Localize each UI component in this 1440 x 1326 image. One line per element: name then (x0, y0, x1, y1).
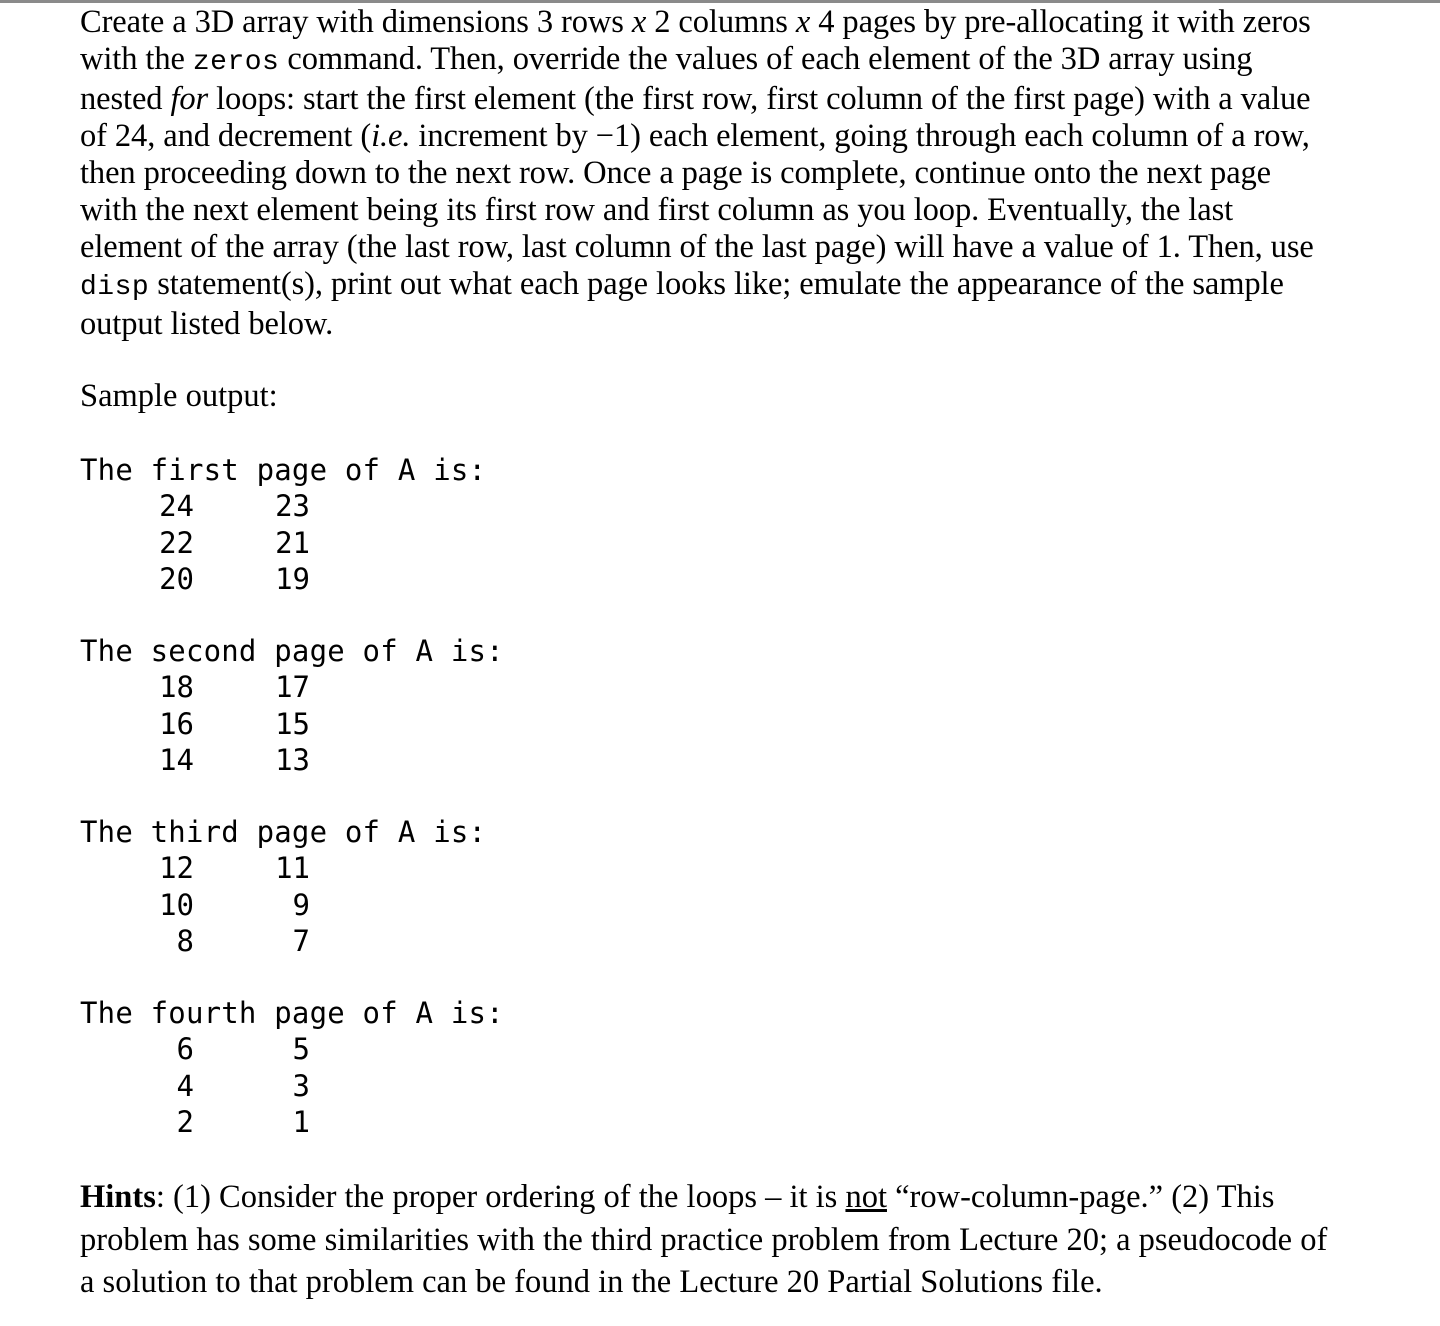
code-zeros: zeros (192, 47, 280, 78)
matrix-row (80, 1031, 504, 1068)
matrix-cell: 1 (292, 1105, 310, 1139)
matrix-cell: 2 (176, 1105, 194, 1139)
matrix-cell: 7 (292, 924, 310, 958)
matrix-row (80, 561, 486, 598)
matrix-cell: 8 (176, 924, 194, 958)
hints-line-1: Hints: (1) Consider the proper ordering of the loops – it is not “row-column-page.” (2) This (80, 1179, 1275, 1215)
matrix-cell: 21 (275, 525, 310, 560)
intro-line-5: then proceeding down to the next row. Once a page is complete, continue onto the next page (80, 155, 1272, 191)
emphasis-not: not (845, 1179, 887, 1215)
hints-line-2: problem has some similarities with the third practice problem from Lecture 20; a pseudocode of (80, 1221, 1328, 1258)
matrix-cell: 6 (176, 1032, 194, 1066)
page-output-2 (80, 633, 504, 779)
intro-line-7: element of the array (the last row, last column of the last page) will have a value of 1. Then, use (80, 229, 1314, 265)
matrix-cell: 19 (275, 562, 310, 596)
matrix-row (80, 1104, 504, 1141)
code-disp: disp (80, 272, 150, 303)
intro-line-8: disp statement(s), print out what each page looks like; emulate the appearance of the sample (80, 266, 1284, 303)
matrix-cell: 16 (159, 706, 194, 741)
matrix-row (80, 923, 486, 960)
page-output-3 (80, 814, 486, 960)
matrix-row (80, 850, 486, 887)
matrix-cell: 23 (275, 489, 310, 523)
matrix-cell: 22 (159, 525, 194, 560)
intro-line-1: Create a 3D array with dimensions 3 rows x 2 columns x 4 pages by pre-allocating it with zeros (80, 4, 1311, 40)
page-heading: The second page of A is: (80, 634, 504, 668)
hints-line-3: a solution to that problem can be found in the Lecture 20 Partial Solutions file. (80, 1264, 1103, 1300)
matrix-cell: 3 (292, 1068, 310, 1103)
matrix-cell: 14 (159, 743, 194, 777)
page-output-1 (80, 452, 486, 598)
matrix-cell: 12 (159, 851, 194, 885)
matrix-cell: 9 (292, 887, 310, 922)
matrix-cell: 11 (275, 851, 310, 885)
hints-label: Hints (80, 1179, 156, 1215)
matrix-cell: 15 (275, 706, 310, 741)
intro-line-2: with the zeros command. Then, override the values of each element of the 3D array using (80, 41, 1253, 78)
page-heading: The third page of A is: (80, 815, 487, 849)
page-heading: The fourth page of A is: (80, 996, 504, 1030)
matrix-cell: 13 (275, 743, 310, 777)
matrix-row (80, 742, 504, 779)
matrix-row (80, 706, 504, 743)
matrix-row (80, 669, 504, 706)
matrix-row (80, 1068, 504, 1105)
matrix-cell: 18 (159, 670, 194, 704)
matrix-cell: 10 (159, 887, 194, 922)
matrix-cell: 5 (292, 1032, 310, 1066)
matrix-row (80, 887, 486, 924)
matrix-row (80, 488, 486, 525)
matrix-cell: 4 (176, 1068, 194, 1103)
intro-line-3: nested for loops: start the first element (the first row, first column of the first page) with a value (80, 81, 1311, 117)
problem-statement (80, 0, 1340, 343)
document (80, 0, 1340, 1300)
intro-line-4: of 24, and decrement (i.e. increment by −1) each element, going through each column of a row, (80, 118, 1310, 154)
intro-line-9: output listed below. (80, 306, 334, 342)
matrix-cell: 24 (159, 489, 194, 523)
page-output-4 (80, 995, 504, 1141)
matrix-cell: 17 (275, 670, 310, 704)
matrix-cell: 20 (159, 562, 194, 596)
matrix-row (80, 525, 486, 562)
page-heading: The first page of A is: (80, 453, 487, 487)
intro-line-6: with the next element being its first row and first column as you loop. Eventually, the last (80, 192, 1234, 228)
sample-output-label: Sample output: (80, 378, 278, 414)
hints-paragraph (80, 1176, 1327, 1304)
